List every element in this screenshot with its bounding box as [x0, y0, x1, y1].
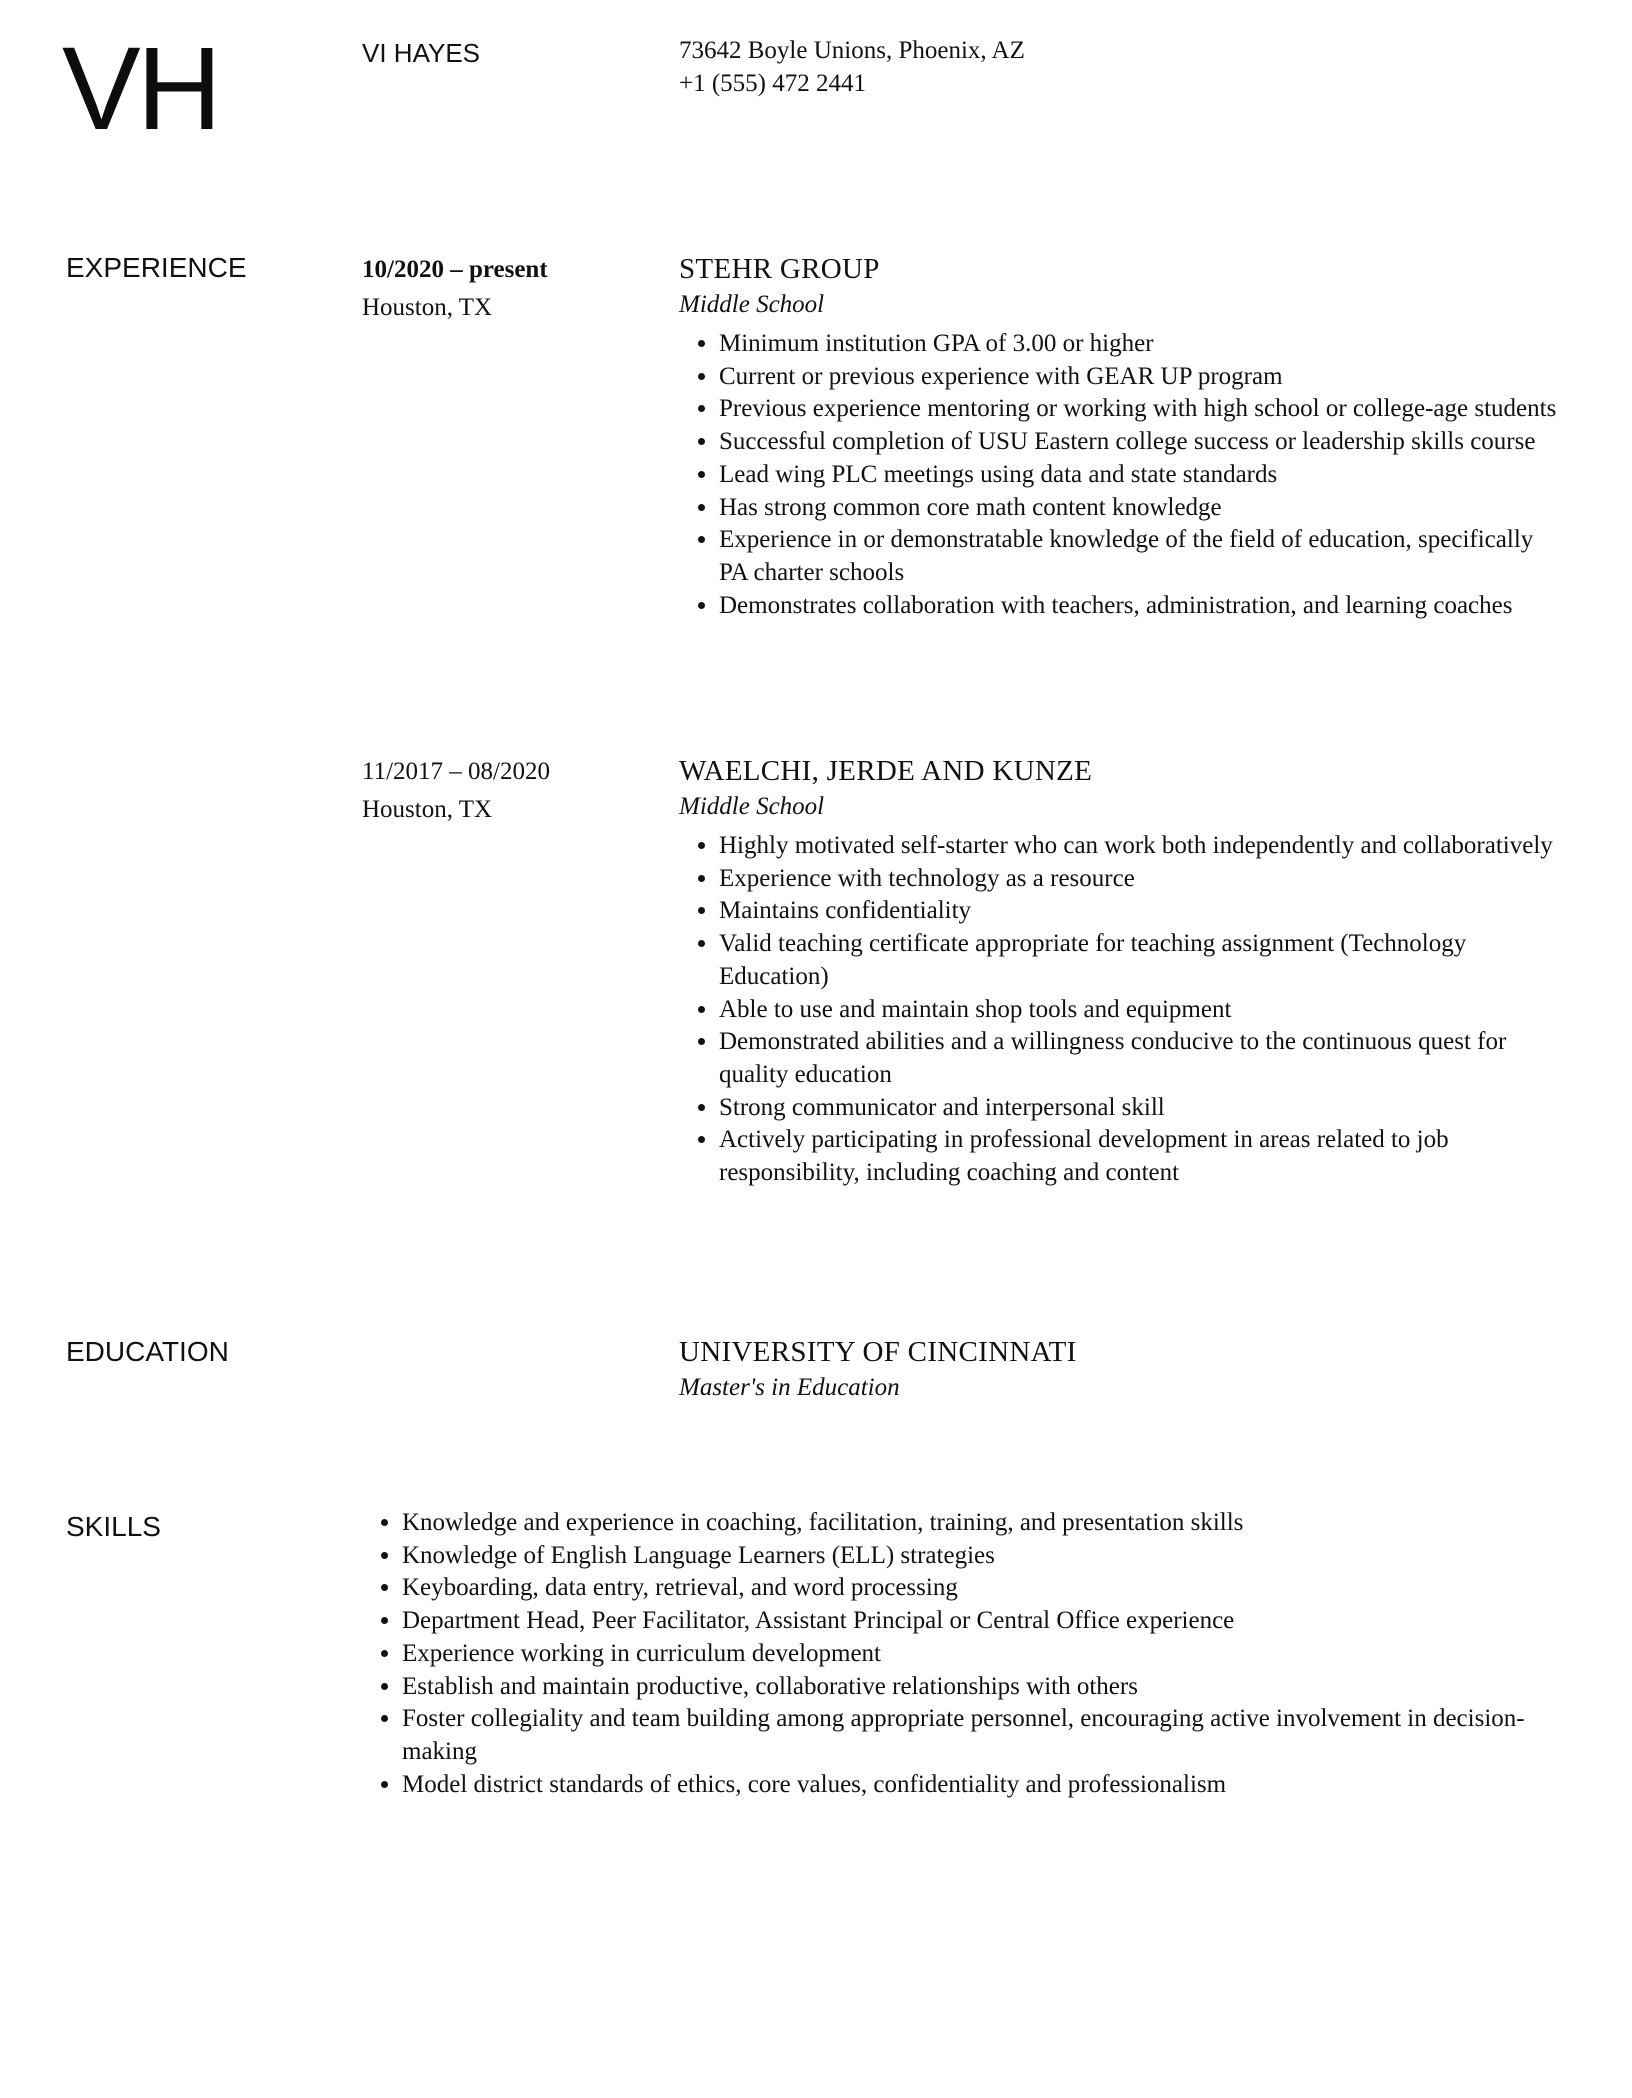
list-item: • Valid teaching certificate appropriate for teaching assignment (Technology Education): [719, 928, 1559, 993]
job-2-role: Middle School: [679, 793, 825, 820]
list-item: • Keyboarding, data entry, retrieval, and word processing: [402, 1572, 1562, 1605]
list-item: • Previous experience mentoring or working with high school or college-age students: [719, 393, 1559, 426]
list-item: • Establish and maintain productive, collaborative relationships with others: [402, 1671, 1562, 1704]
list-item: • Model district standards of ethics, core values, confidentiality and professionalism: [402, 1769, 1562, 1802]
list-item: • Knowledge and experience in coaching, facilitation, training, and presentation skills: [402, 1507, 1562, 1540]
skills-list: [362, 1507, 1562, 1801]
list-item: • Experience with technology as a resource: [719, 863, 1559, 896]
list-item: • Maintains confidentiality: [719, 895, 1559, 928]
job-2: [679, 753, 1559, 1190]
list-item: • Has strong common core math content knowledge: [719, 492, 1559, 525]
job-2-location: Houston, TX: [362, 796, 493, 823]
job-2-bullets: [679, 830, 1559, 1190]
list-item: • Demonstrated abilities and a willingness conducive to the continuous quest for quality education: [719, 1026, 1559, 1091]
education-school: UNIVERSITY OF CINCINNATI: [679, 1336, 1077, 1368]
job-2-meta: [362, 754, 550, 828]
list-item: • Experience working in curriculum development: [402, 1638, 1562, 1671]
skills-heading: SKILLS: [66, 1511, 161, 1542]
list-item: • Lead wing PLC meetings using data and state standards: [719, 459, 1559, 492]
contact-block: [679, 34, 1025, 100]
list-item: • Actively participating in professional development in areas related to job responsibility, including coaching and content: [719, 1124, 1559, 1189]
job-1: [679, 251, 1559, 622]
education-entry: [679, 1334, 1559, 1405]
experience-heading: EXPERIENCE: [66, 252, 247, 283]
phone: +1 (555) 472 2441: [679, 70, 866, 97]
monogram: VH: [62, 23, 218, 155]
list-item: • Knowledge of English Language Learners (ELL) strategies: [402, 1540, 1562, 1573]
education-heading: EDUCATION: [66, 1336, 229, 1367]
address: 73642 Boyle Unions, Phoenix, AZ: [679, 37, 1025, 64]
list-item: • Able to use and maintain shop tools and equipment: [719, 994, 1559, 1027]
job-1-company: STEHR GROUP: [679, 253, 880, 285]
job-1-bullets: [679, 328, 1559, 622]
education-degree: Master's in Education: [679, 1374, 900, 1401]
list-item: • Department Head, Peer Facilitator, Assistant Principal or Central Office experience: [402, 1605, 1562, 1638]
list-item: • Highly motivated self-starter who can work both independently and collaboratively: [719, 830, 1559, 863]
list-item: • Strong communicator and interpersonal skill: [719, 1092, 1559, 1125]
job-1-role: Middle School: [679, 291, 825, 318]
job-1-location: Houston, TX: [362, 294, 493, 321]
candidate-name: VI HAYES: [362, 38, 481, 68]
list-item: • Successful completion of USU Eastern college success or leadership skills course: [719, 426, 1559, 459]
list-item: • Experience in or demonstratable knowledge of the field of education, specifically PA charter schools: [719, 524, 1559, 589]
job-2-dates: 11/2017 – 08/2020: [362, 758, 550, 785]
job-1-dates: 10/2020 – present: [362, 256, 548, 283]
list-item: • Demonstrates collaboration with teachers, administration, and learning coaches: [719, 590, 1559, 623]
list-item: • Minimum institution GPA of 3.00 or higher: [719, 328, 1559, 361]
job-1-meta: [362, 252, 548, 326]
job-2-company: WAELCHI, JERDE AND KUNZE: [679, 755, 1093, 787]
list-item: • Foster collegiality and team building among appropriate personnel, encouraging active involvement in decision-making: [402, 1703, 1562, 1768]
list-item: • Current or previous experience with GEAR UP program: [719, 361, 1559, 394]
skills-bullets: [362, 1507, 1562, 1801]
